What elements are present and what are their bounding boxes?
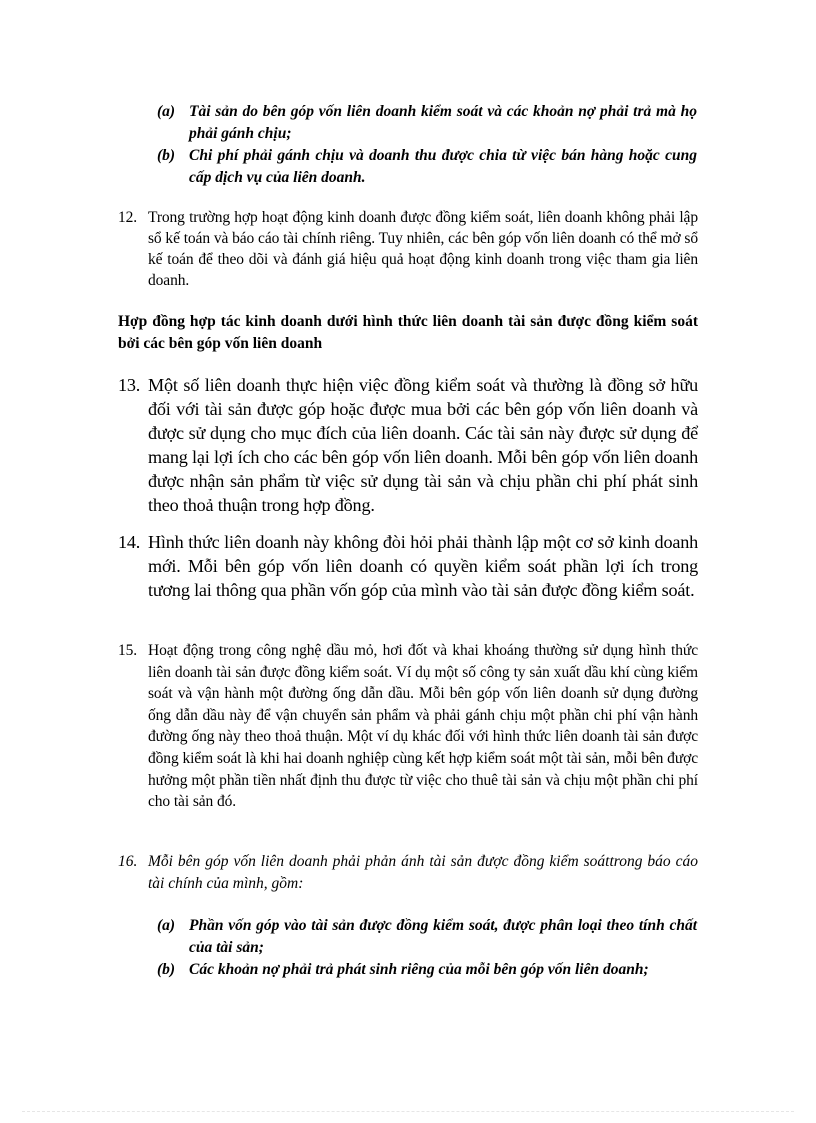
paragraph-number: 14. <box>118 532 141 552</box>
item-label: (b) <box>157 147 176 164</box>
item-text: Các khoản nợ phải trả phát sinh riêng của mỗi bên góp vốn liên doanh; <box>189 961 649 978</box>
paragraph-text: Trong trường hợp hoạt động kinh doanh được đồng kiểm soát, liên doanh không phải lập sổ kế toán và báo cáo tài chính riêng. Tuy nhiên, các bên góp vốn liên doanh có thể mở sổ kế toán để theo dõi và đánh giá hiệu quả hoạt động kinh doanh trong việc tham gia liên doanh. <box>148 209 698 289</box>
section-heading: Hợp đồng hợp tác kinh doanh dưới hình thức liên doanh tài sản được đồng kiểm soát bởi các bên góp vốn liên doanh <box>118 313 698 352</box>
paragraph-number: 16. <box>118 853 138 870</box>
paragraph-text: Hình thức liên doanh này không đòi hỏi phải thành lập một cơ sở kinh doanh mới. Mỗi bên góp vốn liên doanh có quyền kiểm soát phần lợi ích trong tương lai thông qua phần vốn góp của mình vào tài sản được đồng kiểm soát. <box>148 532 698 600</box>
item-label: (a) <box>157 917 176 934</box>
paragraph-13 <box>118 373 698 517</box>
paragraph-text: Một số liên doanh thực hiện việc đồng kiểm soát và thường là đồng sở hữu đối với tài sản được góp hoặc được mua bởi các bên góp vốn liên doanh và được sử dụng cho mục đích của liên doanh. Các tài sản này được sử dụng để mang lại lợi ích cho các bên góp vốn liên doanh. Mỗi bên góp vốn liên doanh được nhận sản phẩm từ việc sử dụng tài sản và chịu phần chi phí phát sinh theo thoả thuận trong hợp đồng. <box>148 375 698 515</box>
list-item-b-costs-revenue <box>157 145 697 189</box>
paragraph-15 <box>118 640 698 813</box>
paragraph-text: Mỗi bên góp vốn liên doanh phải phản ánh tài sản được đồng kiểm soáttrong báo cáo tài chính của mình, gồm: <box>148 853 698 892</box>
paragraph-12 <box>118 207 698 291</box>
item-text: Tài sản do bên góp vốn liên doanh kiểm soát và các khoản nợ phải trả mà họ phải gánh chịu; <box>189 103 697 142</box>
paragraph-14 <box>118 530 698 602</box>
paragraph-number: 13. <box>118 375 141 395</box>
list-item-a-contributed-share <box>157 915 697 959</box>
item-label: (a) <box>157 103 176 120</box>
paragraph-text: Hoạt động trong công nghệ dầu mỏ, hơi đốt và khai khoáng thường sử dụng hình thức liên doanh tài sản được đồng kiểm soát. Ví dụ một số công ty sản xuất dầu khí cùng kiểm soát và vận hành một đường ống dẫn dầu. Mỗi bên góp vốn liên doanh sử dụng đường ống dẫn dầu này để vận chuyển sản phẩm và phải gánh chịu một phần chi phí vận hành đường ống này theo thoả thuận. Một ví dụ khác đối với hình thức liên doanh tài sản được đồng kiểm soát là khi hai doanh nghiệp cùng kết hợp kiểm soát một tài sản, mỗi bên được hưởng một phần tiền nhất định thu được từ việc cho thuê tài sản và chịu một phần chi phí cho tài sản đó. <box>148 642 698 811</box>
paragraph-number: 15. <box>118 642 138 659</box>
paragraph-16 <box>118 851 698 895</box>
list-item-b-liabilities <box>157 959 697 981</box>
page-bottom-rule <box>22 1111 794 1112</box>
list-item-a-assets <box>157 101 697 145</box>
item-text: Chi phí phải gánh chịu và doanh thu được chia từ việc bán hàng hoặc cung cấp dịch vụ của liên doanh. <box>189 147 697 186</box>
item-label: (b) <box>157 961 176 978</box>
paragraph-number: 12. <box>118 209 138 226</box>
item-text: Phần vốn góp vào tài sản được đồng kiểm soát, được phân loại theo tính chất của tài sản; <box>189 917 697 956</box>
